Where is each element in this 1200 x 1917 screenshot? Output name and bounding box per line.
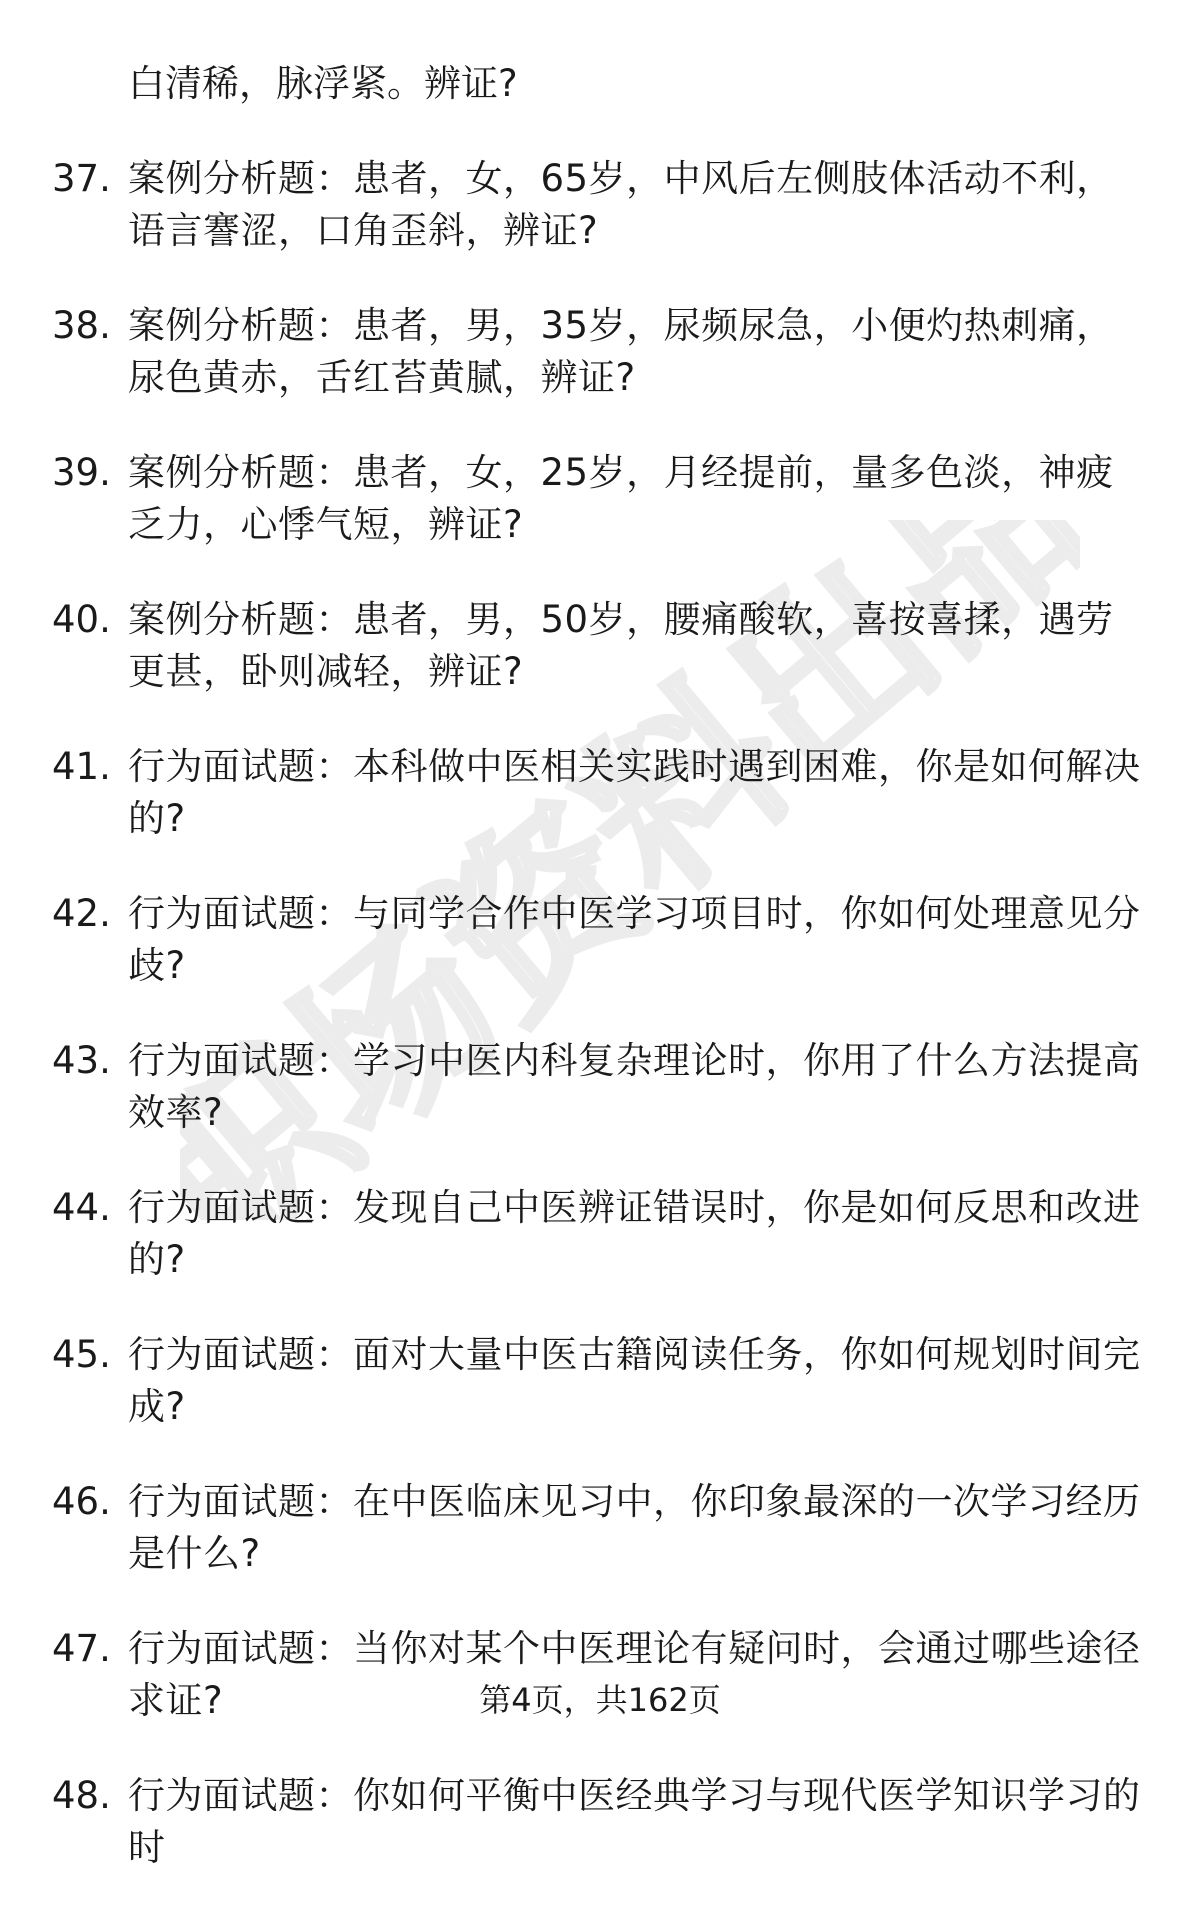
- item-text: 行为面试题：当你对某个中医理论有疑问时，会通过哪些途径求证?: [128, 1627, 1141, 1722]
- list-item: [0, 1476, 1200, 1580]
- item-number: 48.: [52, 1774, 111, 1817]
- continuation-line: 白清稀，脉浮紧。辨证?: [128, 62, 518, 105]
- item-number: 39.: [52, 451, 111, 494]
- item-number: 37.: [52, 157, 111, 200]
- item-text: 行为面试题：学习中医内科复杂理论时，你用了什么方法提高效率?: [128, 1039, 1141, 1134]
- item-text: 行为面试题：你如何平衡中医经典学习与现代医学知识学习的时: [128, 1774, 1141, 1869]
- item-text: 案例分析题：患者，男，50岁，腰痛酸软，喜按喜揉，遇劳更甚，卧则减轻，辨证?: [128, 598, 1114, 693]
- item-number: 38.: [52, 304, 111, 347]
- list-item: [0, 1329, 1200, 1433]
- item-text: 行为面试题：本科做中医相关实践时遇到困难，你是如何解决的?: [128, 745, 1141, 840]
- list-item: [0, 888, 1200, 992]
- list-item: [0, 300, 1200, 404]
- watermark-text: 职场资料出品: [180, 520, 1080, 1220]
- item-number: 45.: [52, 1333, 111, 1376]
- list-item: [0, 1035, 1200, 1139]
- page-footer: 第4页，共162页: [479, 1681, 721, 1719]
- item-number: 47.: [52, 1627, 111, 1670]
- item-number: 40.: [52, 598, 111, 641]
- list-item: [0, 153, 1200, 257]
- item-text: 行为面试题：在中医临床见习中，你印象最深的一次学习经历是什么?: [128, 1480, 1141, 1575]
- item-text: 案例分析题：患者，女，25岁，月经提前，量多色淡，神疲乏力，心悸气短，辨证?: [128, 451, 1114, 546]
- list-item: [0, 1770, 1200, 1874]
- item-number: 43.: [52, 1039, 111, 1082]
- item-number: 44.: [52, 1186, 111, 1229]
- list-item: [0, 447, 1200, 551]
- item-number: 42.: [52, 892, 111, 935]
- item-text: 行为面试题：与同学合作中医学习项目时，你如何处理意见分歧?: [128, 892, 1141, 987]
- item-text: 案例分析题：患者，男，35岁，尿频尿急，小便灼热刺痛，尿色黄赤，舌红苔黄腻，辨证?: [128, 304, 1114, 399]
- item-number: 41.: [52, 745, 111, 788]
- list-item: [0, 594, 1200, 698]
- item-text: 行为面试题：面对大量中医古籍阅读任务，你如何规划时间完成?: [128, 1333, 1141, 1428]
- item-number: 46.: [52, 1480, 111, 1523]
- document-body: [0, 58, 1200, 1917]
- item-text: 案例分析题：患者，女，65岁，中风后左侧肢体活动不利，语言謇涩，口角歪斜，辨证?: [128, 157, 1114, 252]
- list-item: [0, 1182, 1200, 1286]
- item-text: 行为面试题：发现自己中医辨证错误时，你是如何反思和改进的?: [128, 1186, 1141, 1281]
- list-item: [0, 741, 1200, 845]
